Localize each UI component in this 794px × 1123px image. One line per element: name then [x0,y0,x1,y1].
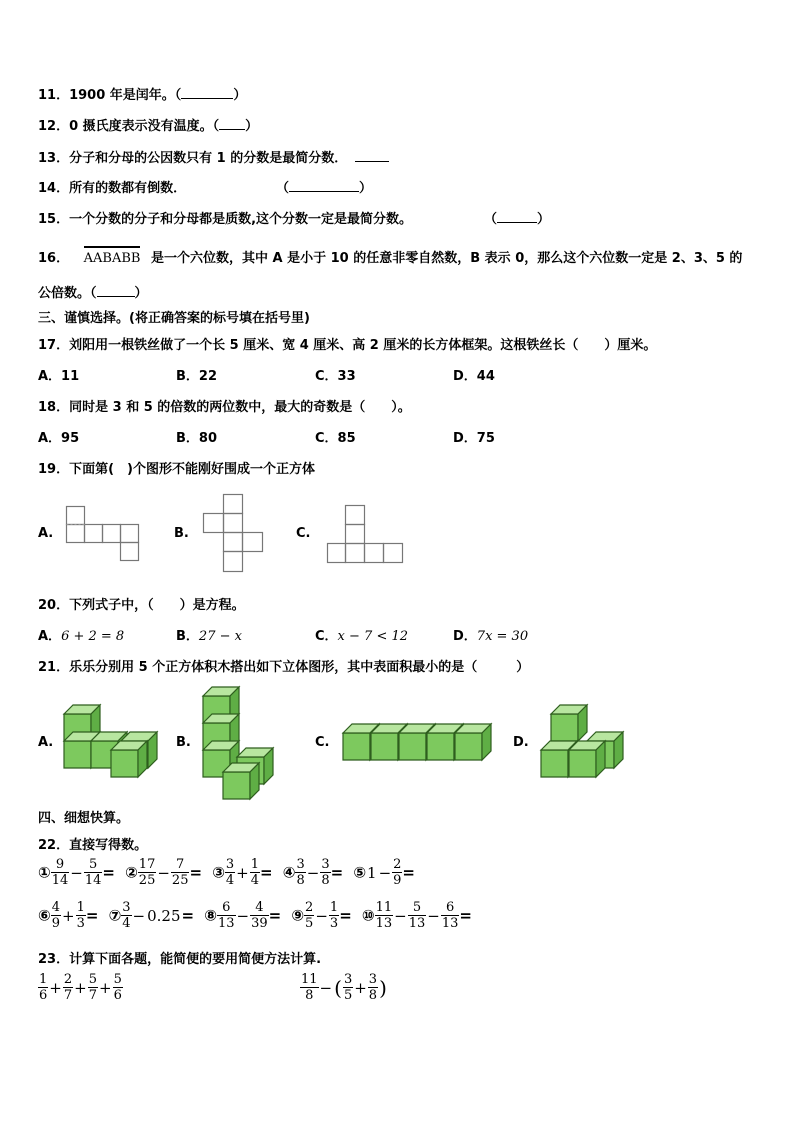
option-label: C． [315,629,338,644]
question-16-tail: ） [134,286,148,301]
question-18: 18．同时是 3 和 5 的倍数的两位数中，最大的奇数是（ ）。 [38,400,411,415]
cube-figure-a [64,705,157,777]
option-expr: 27 − x [198,629,242,644]
fraction: $\frac{3}{5}$ [343,972,353,1003]
option-label: B． [176,629,199,644]
operator: − [132,906,146,925]
operator: + [74,978,87,997]
item-mark: ⑨ [291,906,305,925]
cube-figure-c [343,724,491,760]
q22-item-2 [125,857,202,888]
fraction: $\frac{6}{13}$ [217,900,235,931]
q21-label-b[interactable]: B. [176,735,191,750]
cube-figure-b [203,687,273,799]
equals-sign: = [102,863,115,882]
paren-close: ) [379,975,387,1000]
q22-item-10 [362,900,472,931]
fraction: $\frac{9}{14}$ [51,857,69,888]
item-mark: ③ [212,863,225,882]
fraction: $\frac{17}{25}$ [138,857,156,888]
q18-option-b[interactable]: B．80 [176,431,217,446]
option-expr: 6 + 2 = 8 [61,629,125,644]
question-13-text: 13．分子和分母的公因数只有 1 的分数是最简分数． [38,151,348,166]
option-label: A． [38,629,62,644]
operator: − [427,906,440,925]
q21-label-c[interactable]: C. [315,735,330,750]
fraction: $\frac{1}{6}$ [39,972,48,1003]
question-16-number: 16． [38,251,70,266]
fraction: $\frac{7}{25}$ [171,857,189,888]
cube-figure-d [541,705,623,777]
fraction: $\frac{4}{9}$ [51,900,60,931]
section-4-heading: 四、细想快算。 [38,811,130,826]
operator: + [354,978,367,997]
operator: − [315,906,328,925]
question-23: 23．计算下面各题，能简便的要用简便方法计算. [38,952,322,967]
fraction: $\frac{3}{4}$ [122,900,131,931]
q22-item-3 [212,857,272,888]
equals-sign: = [459,906,472,925]
operator: − [394,906,407,925]
item-mark: ② [125,863,138,882]
item-mark: ⑦ [108,906,122,925]
equals-sign: = [260,863,273,882]
fraction: $\frac{4}{39}$ [251,900,268,931]
q23-expression-1 [38,972,123,1003]
fraction: $\frac{11}{13}$ [375,900,393,931]
equals-sign: = [181,906,195,925]
q21-label-d[interactable]: D. [513,735,529,750]
operator: − [236,906,250,925]
q18-option-a[interactable]: A．95 [38,431,80,446]
paren-close: ） [537,212,551,227]
question-11-text: 11．1900 年是闰年。（ [38,88,182,103]
fraction: $\frac{1}{4}$ [250,857,260,888]
fraction: $\frac{2}{9}$ [393,857,402,888]
option-label: D． [453,629,477,644]
equals-sign: = [339,906,352,925]
q18-option-c[interactable]: C．85 [315,431,356,446]
q22-row-2 [38,900,478,931]
question-22: 22．直接写得数。 [38,838,148,853]
operator: + [49,978,62,997]
q18-option-d[interactable]: D．75 [453,431,495,446]
operator: + [236,863,249,882]
overlined-number: AABABB [84,246,141,266]
equals-sign: = [85,906,99,925]
q22-item-4 [283,857,343,888]
question-16-line2-text: 公倍数。（ [38,286,97,301]
decimal-number: 0.25 [147,906,181,925]
q17-option-c[interactable]: C．33 [315,369,356,384]
option-expr: 7x = 30 [476,629,529,644]
item-mark: ⑥ [38,906,51,925]
q22-item-7 [109,900,195,931]
q22-row-1 [38,857,421,888]
q17-option-d[interactable]: D．44 [453,369,495,384]
paren-open: ( [334,975,342,1000]
fraction: $\frac{1}{3}$ [76,900,85,931]
operator: − [306,863,320,882]
question-17: 17．刘阳用一根铁丝做了一个长 5 厘米、宽 4 厘米、高 2 厘米的长方体框架。这根铁丝长（ ）厘米。 [38,338,657,353]
paren-close: ） [359,181,373,196]
fraction: $\frac{5}{7}$ [88,972,97,1003]
q22-item-1 [38,857,115,888]
fraction: $\frac{3}{8}$ [368,972,378,1003]
question-20: 20．下列式子中，（ ）是方程。 [38,598,245,613]
question-14-text: 14．所有的数都有倒数． [38,181,187,196]
q23-expression-2 [300,972,388,1003]
fraction: $\frac{5}{13}$ [408,900,426,931]
fraction: $\frac{3}{8}$ [296,857,305,888]
q17-option-a[interactable]: A．11 [38,369,80,384]
operator: + [99,978,112,997]
option-expr: x − 7 < 12 [337,629,409,644]
equals-sign: = [402,863,415,882]
question-21: 21．乐乐分别用 5 个正方体积木搭出如下立体图形，其中表面积最小的是（ ） [38,660,530,675]
question-16-text: 是一个六位数，其中 A 是小于 10 的任意非零自然数，B 表示 0，那么这个六位数一定是 2、3、5 的 [150,251,743,266]
item-mark: ④ [282,863,296,882]
question-12-tail: ） [245,119,259,134]
q22-item-9 [291,900,351,931]
whole-number: 1 [367,863,377,882]
q22-item-8 [204,900,281,931]
fraction: $\frac{6}{13}$ [441,900,459,931]
fraction: $\frac{3}{8}$ [321,857,330,888]
q17-option-b[interactable]: B．22 [176,369,217,384]
fraction: $\frac{3}{4}$ [225,857,235,888]
question-11-tail: ） [233,88,247,103]
section-3-heading: 三、谨慎选择。(将正确答案的标号填在括号里) [38,311,310,326]
operator: − [70,863,83,882]
fraction: $\frac{2}{5}$ [305,900,314,931]
q21-label-a[interactable]: A. [38,735,54,750]
question-12-text: 12．0 摄氏度表示没有温度。（ [38,119,220,134]
q22-item-5 [353,857,415,888]
fraction: $\frac{5}{6}$ [113,972,122,1003]
operator: − [157,863,170,882]
question-15-text: 15．一个分数的分子和分母都是质数,这个分数一定是最简分数。 [38,212,413,227]
paren-open: （ [484,212,498,227]
paren-open: （ [276,181,290,196]
q22-item-6 [38,900,98,931]
item-mark: ⑩ [361,906,375,925]
equals-sign: = [268,906,282,925]
fraction: $\frac{11}{8}$ [301,972,318,1003]
fraction: $\frac{5}{14}$ [84,857,102,888]
item-mark: ⑤ [353,863,367,882]
equals-sign: = [330,863,344,882]
q19-label-b[interactable]: B. [174,526,189,541]
fraction: $\frac{1}{3}$ [329,900,339,931]
operator: + [61,906,75,925]
equals-sign: = [189,863,203,882]
q19-label-c[interactable]: C. [296,526,311,541]
item-mark: ① [38,863,51,882]
operator: − [378,863,392,882]
fraction: $\frac{2}{7}$ [63,972,73,1003]
item-mark: ⑧ [204,906,217,925]
q19-label-a[interactable]: A. [38,526,54,541]
question-19: 19．下面第( )个图形不能刚好围成一个正方体 [38,462,315,477]
operator: − [319,978,333,997]
